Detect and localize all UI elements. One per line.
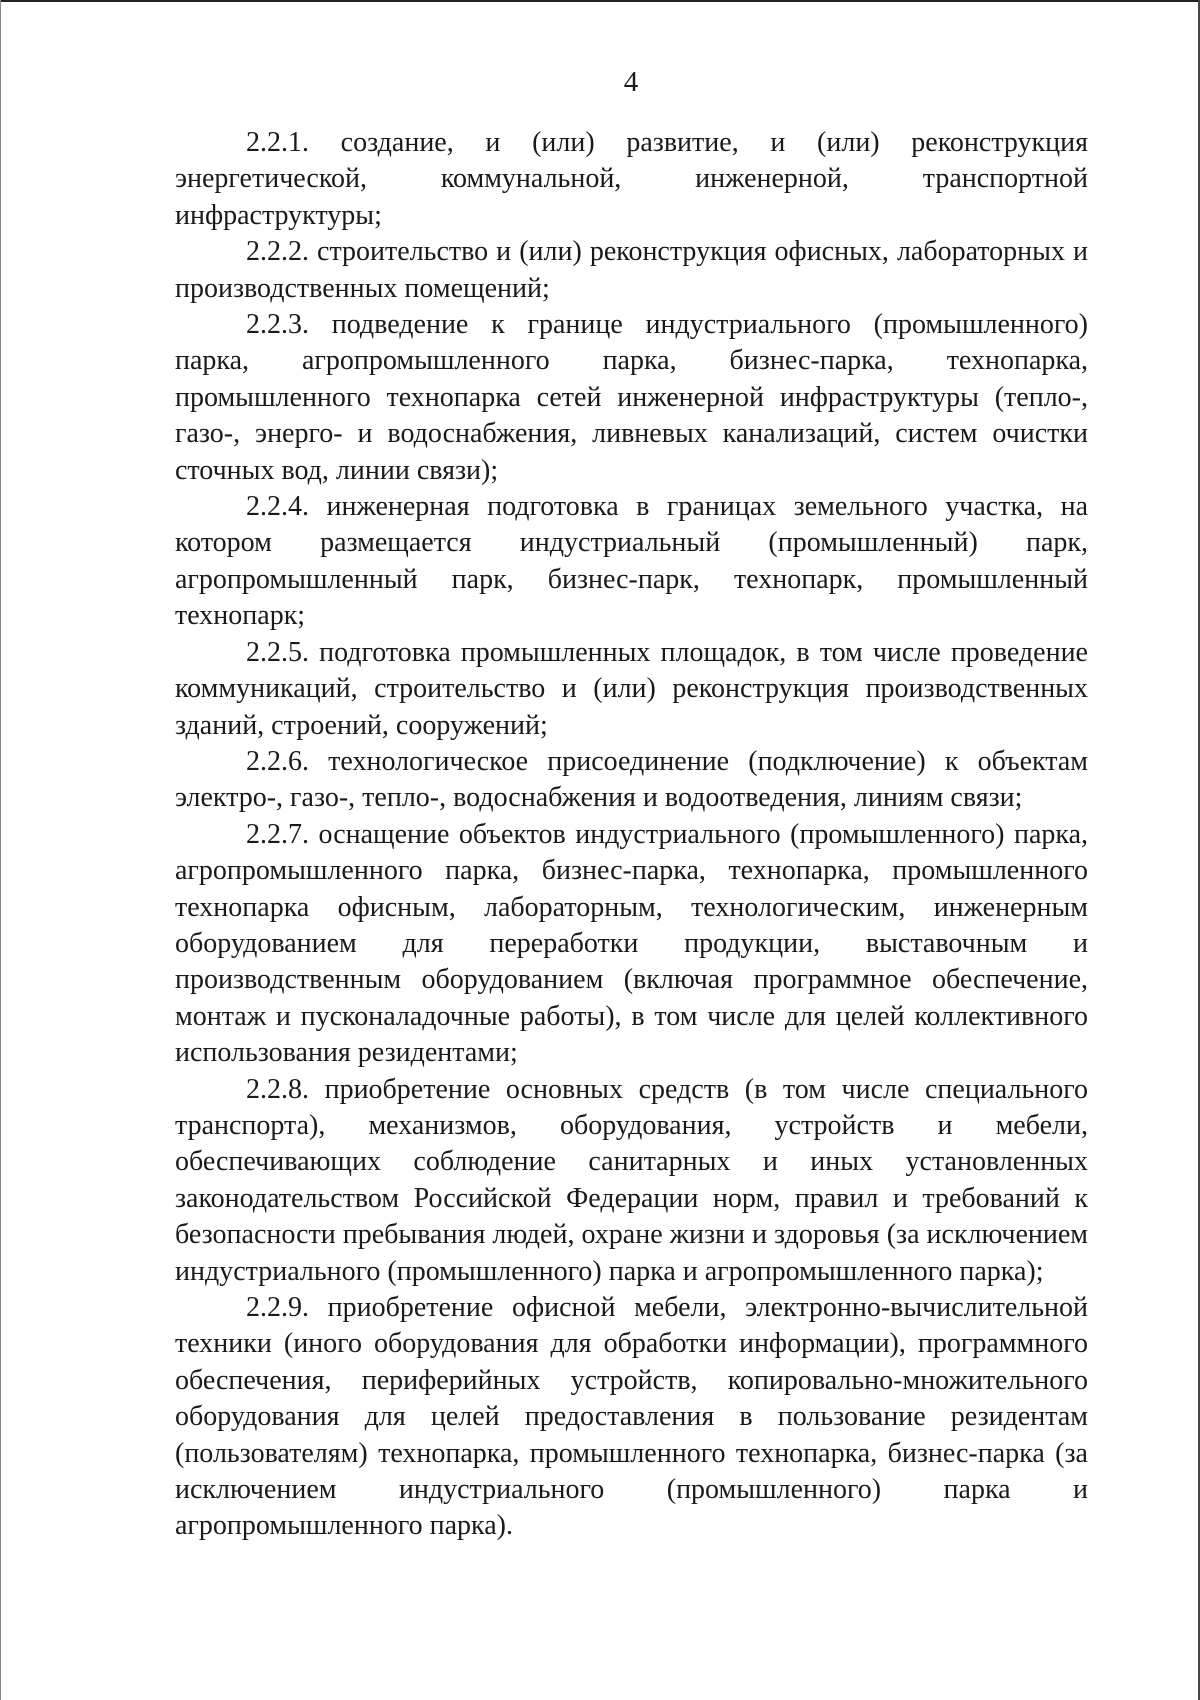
scan-left-edge: [0, 0, 1, 1700]
paragraph-2-2-3: 2.2.3. подведение к границе индустриального (промышленного) парка, агропромышленного парка, бизнес-парка, технопарка, промышленного технопарка сетей инженерной инфраструктуры (тепло-, газо-, энерго- и водоснабжения, ливневых канализаций, систем очистки сточных вод, линии связи);: [175, 309, 1088, 486]
document-body: [175, 125, 1088, 1545]
paragraph-2-2-1: 2.2.1. создание, и (или) развитие, и (или) реконструкция энергетической, коммунальной, инженерной, транспортной инфраструктуры;: [175, 127, 1088, 231]
scan-top-edge: [0, 0, 1200, 2]
paragraph-2-2-5: 2.2.5. подготовка промышленных площадок, в том числе проведение коммуникаций, строительство и (или) реконструкция производственных зданий, строений, сооружений;: [175, 636, 1088, 741]
paragraph-2-2-8: 2.2.8. приобретение основных средств (в том числе специального транспорта), механизмов, оборудования, устройств и мебели, обеспечивающих соблюдение санитарных и иных установленных законодательством Российской Федерации норм, правил и требований к безопасности пребывания людей, охране жизни и здоровья (за исключением индустриального (промышленного) парка и агропромышленного парка);: [175, 1073, 1088, 1287]
paragraph-2-2-9: 2.2.9. приобретение офисной мебели, электронно-вычислительной техники (иного оборудования для обработки информации), программного обеспечения, периферийных устройств, копировально-множительного оборудования для целей предоставления в пользование резидентам (пользователям) технопарка, промышленного технопарка, бизнес-парка (за исключением индустриального (промышленного) парка и агропромышленного парка).: [175, 1292, 1088, 1542]
paragraph-2-2-6: 2.2.6. технологическое присоединение (подключение) к объектам электро-, газо-, тепло-, водоснабжения и водоотведения, линиям связи;: [175, 745, 1088, 814]
paragraph-2-2-4: 2.2.4. инженерная подготовка в границах земельного участка, на котором размещается индустриальный (промышленный) парк, агропромышленный парк, бизнес-парк, технопарк, промышленный технопарк;: [175, 491, 1088, 632]
paragraph-2-2-2: 2.2.2. строительство и (или) реконструкция офисных, лабораторных и производственных помещений;: [175, 236, 1088, 304]
page-number: 4: [623, 66, 639, 98]
paragraph-2-2-7: 2.2.7. оснащение объектов индустриального (промышленного) парка, агропромышленного парка, бизнес-парка, технопарка, промышленного технопарка офисным, лабораторным, технологическим, инженерным оборудованием для переработки продукции, выставочным и производственным оборудованием (включая программное обеспечение, монтаж и пусконаладочные работы), в том числе для целей коллективного использования резидентами;: [175, 818, 1088, 1069]
